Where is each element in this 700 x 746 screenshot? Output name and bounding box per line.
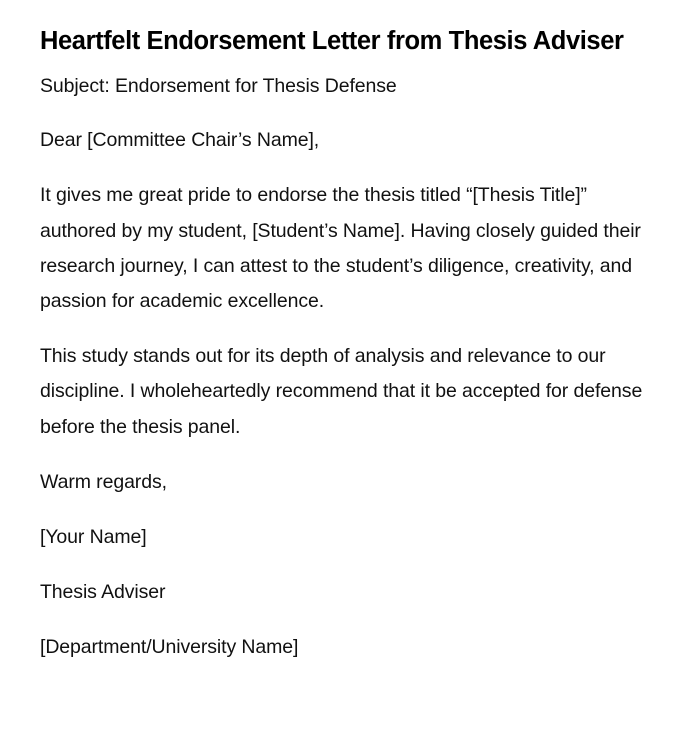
signature-department: [Department/University Name]	[40, 636, 299, 659]
letter-closing: Warm regards,	[40, 470, 167, 493]
document-title: Heartfelt Endorsement Letter from Thesis Adviser	[40, 27, 624, 55]
letter-subject: Subject: Endorsement for Thesis Defense	[40, 75, 397, 97]
letter-body-paragraph-1: It gives me great pride to endorse the thesis titled “[Thesis Title]” authored by my student, [Student’s Name]. Having closely guided their research journey, I can attest to the student’s diligence, creativity, and passion for academic excellence.	[40, 184, 641, 313]
letter-body-paragraph-2: This study stands out for its depth of analysis and relevance to our discipline. I wholeheartedly recommend that it be accepted for defense before the thesis panel.	[40, 345, 643, 438]
signature-role: Thesis Adviser	[40, 581, 166, 604]
letter-salutation: Dear [Committee Chair’s Name],	[40, 129, 320, 152]
signature-name: [Your Name]	[40, 526, 147, 549]
